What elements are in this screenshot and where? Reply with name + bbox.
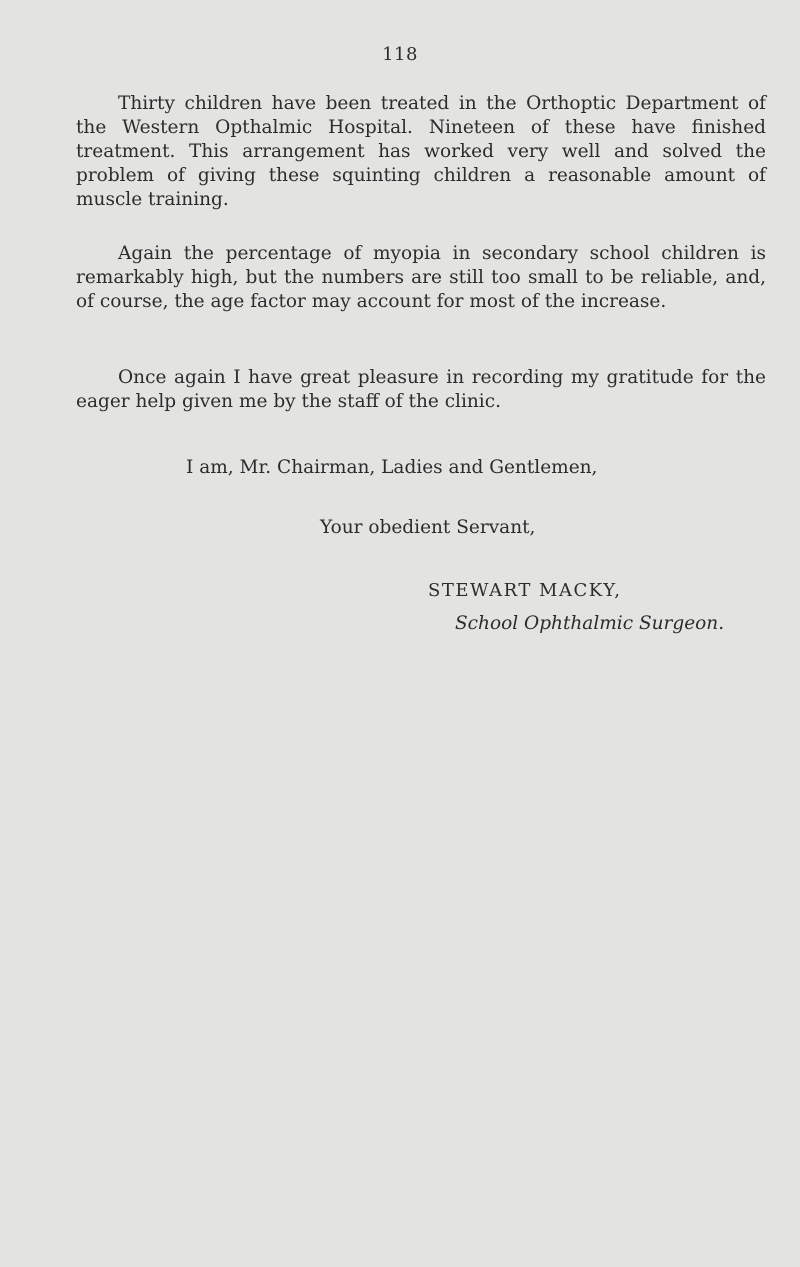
paragraph-orthoptic: Thirty children have been treated in the Orthoptic Department of the Western Opthalmic Hospital. Nineteen of these have finished treatment. This arrangement has worked very well and solved the problem of giving these squinting children a reasonable amount of muscle training. xyxy=(76,93,766,210)
page-number: 118 xyxy=(382,44,418,65)
letter-valediction: Your obedient Servant, xyxy=(320,517,536,538)
signatory-title: School Ophthalmic Surgeon. xyxy=(455,613,725,634)
paragraph-myopia: Again the percentage of myopia in secondary school children is remarkably high, but the numbers are still too small to be reliable, and, of course, the age factor may account for most of the increase. xyxy=(76,243,766,312)
paragraph-gratitude: Once again I have great pleasure in recording my gratitude for the eager help given me by the staff of the clinic. xyxy=(76,367,766,412)
signatory-name: STEWART MACKY, xyxy=(428,580,622,601)
letter-closing: I am, Mr. Chairman, Ladies and Gentlemen, xyxy=(186,457,598,478)
